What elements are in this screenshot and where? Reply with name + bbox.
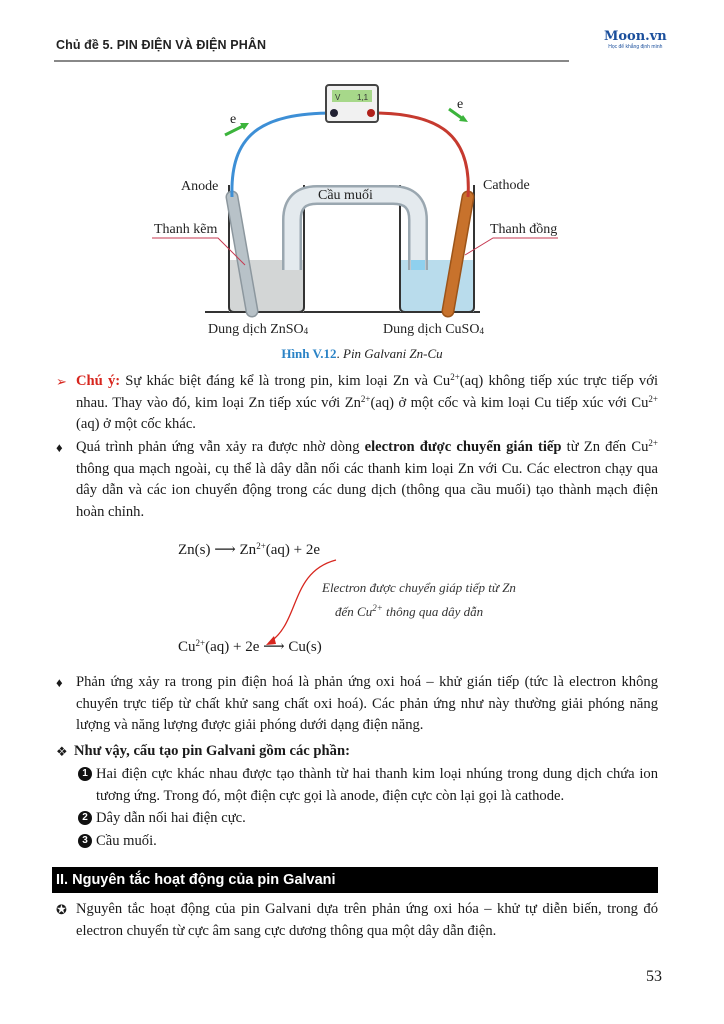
salt-bridge-label: Cầu muối [318, 188, 373, 203]
section-heading: II. Nguyên tắc hoạt động của pin Galvani [52, 867, 658, 893]
chapter-title: Chủ đề 5. PIN ĐIỆN VÀ ĐIỆN PHÂN [56, 38, 267, 52]
copper-solution-label: Dung dịch CuSO4 [383, 322, 484, 337]
header-divider [54, 60, 569, 62]
redox-paragraph: ♦ Phản ứng xảy ra trong pin điện hoá là phản ứng oxi hoá – khử gián tiếp (tức là electron không chuyển trực tiếp từ chất khử sang chất oxi hoá). Các phản ứng như này thường giải phóng năng lượng và năng lượng được giải phóng dưới dạng điện năng. [56, 674, 658, 733]
zinc-solution-label: Dung dịch ZnSO4 [208, 322, 309, 337]
figure-caption: Hình V.12. Pin Galvani Zn-Cu [281, 346, 443, 361]
reaction-arrow-icon: ⟶ [214, 542, 236, 558]
cathode-label: Cathode [483, 178, 530, 193]
principle-paragraph: ✪ Nguyên tắc hoạt động của pin Galvani dựa trên phản ứng oxi hóa – khử tự diễn biến, trong đó electron chuyển từ cực âm sang cực dương thông qua một dây dẫn điện. [56, 901, 658, 939]
number-1-icon: 1 [78, 767, 92, 781]
summary-heading: ❖ Như vậy, cấu tạo pin Galvani gồm các phần: [74, 741, 656, 763]
caption-text: Pin Galvani Zn-Cu [343, 346, 443, 361]
logo-name: Moon.vn [604, 29, 667, 44]
negative-terminal [330, 109, 338, 117]
number-2-icon: 2 [78, 811, 92, 825]
electron-label-left: e [230, 112, 237, 127]
reaction-arrow-icon: ⟶ [263, 639, 285, 655]
galvanic-cell-diagram [150, 75, 570, 345]
anode-label: Anode [181, 179, 219, 194]
scheme-note-line1: Electron được chuyển giáp tiếp từ Zn [322, 580, 516, 595]
cathode-wire [372, 113, 468, 197]
electron-transfer-scheme [170, 532, 550, 660]
zinc-rod-label: Thanh kẽm [154, 222, 218, 237]
copper-rod-label: Thanh đồng [490, 222, 558, 237]
note-label: Chú ý: [76, 373, 121, 389]
indirect-transfer-paragraph: ♦ Quá trình phản ứng vẫn xảy ra được nhờ dòng electron được chuyển gián tiếp từ Zn đến $Cu^{2+}$ thông qua mạch ngoài, cụ thể là dây dẫn nối các thanh kim loại Zn với Cu. Các electron chạy qua dây dẫn và các ion chuyển động trong các dung dịch (thông qua cầu muối) tạo thành mạch điện hoàn chỉnh. [56, 438, 658, 520]
publisher-logo [604, 30, 667, 51]
positive-terminal [367, 109, 375, 117]
key-phrase: electron được chuyển gián tiếp [364, 439, 562, 455]
scheme-note-line2: đến $Cu^{2+}$ thông qua dây dẫn [335, 603, 484, 619]
arrow-bullet-icon: ➢ [56, 374, 67, 389]
logo-tagline: Học để khẳng định mình [608, 44, 663, 50]
summary-item-1: 1 Hai điện cực khác nhau được tạo thành từ hai thanh kim loại nhúng trong dung dịch chứa ion tương ứng. Trong đó, một điện cực gọi là anode, điện cực còn lại gọi là cathode. [96, 764, 658, 807]
star-bullet-icon: ✪ [56, 902, 67, 917]
pointing-hand-icon: ♦ [56, 675, 63, 690]
electron-label-right: e [457, 97, 464, 112]
page-number: 53 [646, 968, 662, 985]
number-3-icon: 3 [78, 834, 92, 848]
anode-wire [232, 113, 334, 197]
diamond-bullet-icon: ❖ [56, 744, 68, 759]
reduction-equation: $Cu^{2+}(aq) + 2e$ ⟶ Cu(s) [178, 638, 322, 655]
voltmeter-reading: 1,1 [357, 93, 369, 102]
copper-rod-pointer [465, 238, 558, 255]
summary-item-2: 2 Dây dẫn nối hai điện cực. [96, 808, 658, 830]
voltmeter-unit: V [335, 93, 341, 102]
summary-item-3: 3 Cầu muối. [96, 831, 658, 853]
caption-number: Hình V.12 [281, 346, 337, 361]
salt-bridge-tip [411, 260, 425, 270]
pointing-hand-icon: ♦ [56, 440, 63, 455]
galvanic-cell-figure [150, 75, 570, 345]
oxidation-equation: Zn(s) ⟶ $Zn^{2+}(aq) + 2e$ [178, 541, 321, 558]
note-paragraph: ➢ Chú ý: Sự khác biệt đáng kể là trong pin, kim loại Zn và $Cu^{2+}(aq)$ không tiếp xúc trực tiếp với nhau. Thay vào đó, kim loại Zn tiếp xúc với $Zn^{2+}(aq)$ ở một cốc và kim loại Cu tiếp xúc với $Cu^{2+}(aq)$ ở một cốc khác. [56, 372, 659, 432]
